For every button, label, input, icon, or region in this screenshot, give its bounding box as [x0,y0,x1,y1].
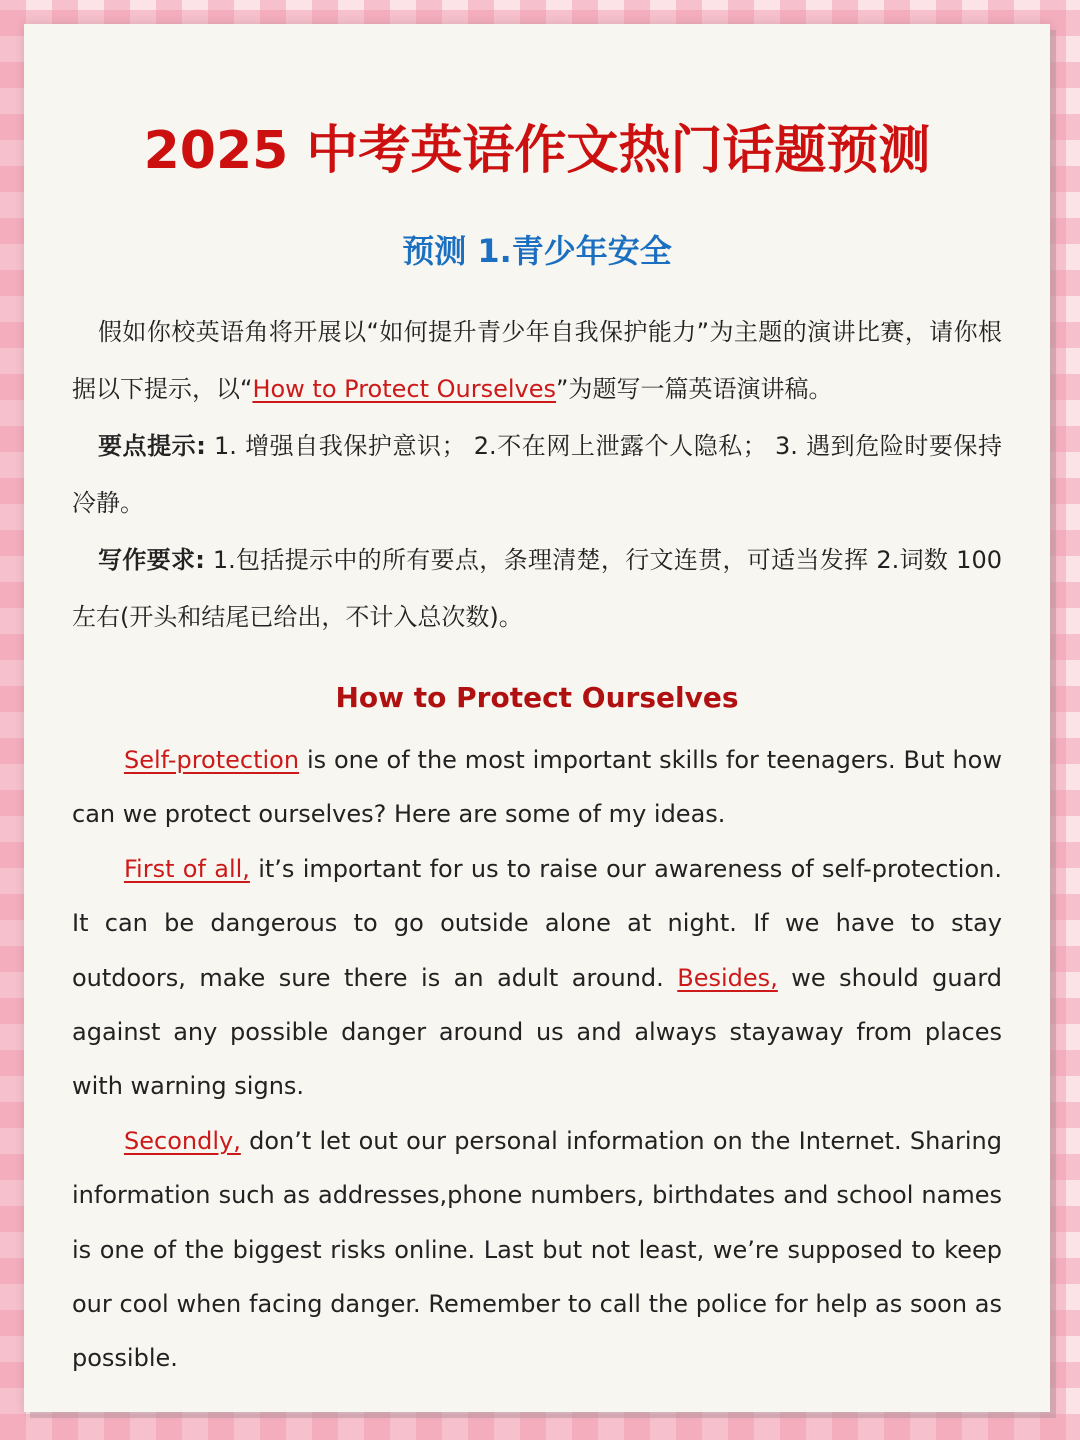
essay-p3-text: don’t let out our personal information on the Internet. Sharing information such as addresses,phone numbers, birthdates and school names is one of the biggest risks online. Last but not least, we’re supposed to keep our cool when facing danger. Remember to call the police for help as soon as possible. [72,1126,1002,1373]
prompt-block [72,304,1002,646]
requirements-paragraph [72,532,1002,646]
page-subtitle: 预测 1.青少年安全 [402,232,672,270]
prompt-text-a: 假如你校英语角将开展以“如何提升青少年自我保护能力”为主题的演讲比赛，请你根据以下提示，以“ [72,318,1002,403]
essay-paragraph-1 [72,733,1002,842]
key-points-text: 1. 增强自我保护意识； 2.不在网上泄露个人隐私； 3. 遇到危险时要保持冷静。 [72,432,1002,517]
highlight-self-protection: Self-protection [124,746,300,774]
essay-title: How to Protect Ourselves [335,681,739,714]
page-title: 2025 中考英语作文热门话题预测 [143,121,931,181]
essay-paragraph-2 [72,842,1002,1114]
document-paper [24,24,1050,1412]
essay-p2-text-b: we should guard against any possible danger around us and always stayaway from places with warning signs. [72,963,1003,1101]
key-points-paragraph [72,418,1002,532]
highlight-first-of-all: First of all, [124,854,250,883]
prompt-paragraph [72,304,1002,418]
requirements-label: 写作要求: [98,546,205,574]
prompt-text-b: ”为题写一篇英语演讲稿。 [556,375,833,403]
requirements-text: 1.包括提示中的所有要点，条理清楚，行文连贯，可适当发挥 2.词数 100 左右(开头和结尾已给出，不计入总次数)。 [72,546,1002,631]
prompt-essay-title: How to Protect Ourselves [252,375,557,403]
essay-body [72,733,1002,1386]
essay-p1-text: is one of the most important skills for teenagers. But how can we protect ourselves? Here are some of my ideas. [72,746,1002,829]
highlight-besides: Besides, [677,963,778,992]
highlight-secondly: Secondly, [124,1126,241,1155]
key-points-label: 要点提示: [98,432,206,460]
essay-paragraph-3 [72,1114,1002,1386]
essay-p2-text-a: it’s important for us to raise our awareness of self-protection. It can be dangerous to go outside alone at night. If we have to stay outdoors, make sure there is an adult around. [72,854,1002,992]
